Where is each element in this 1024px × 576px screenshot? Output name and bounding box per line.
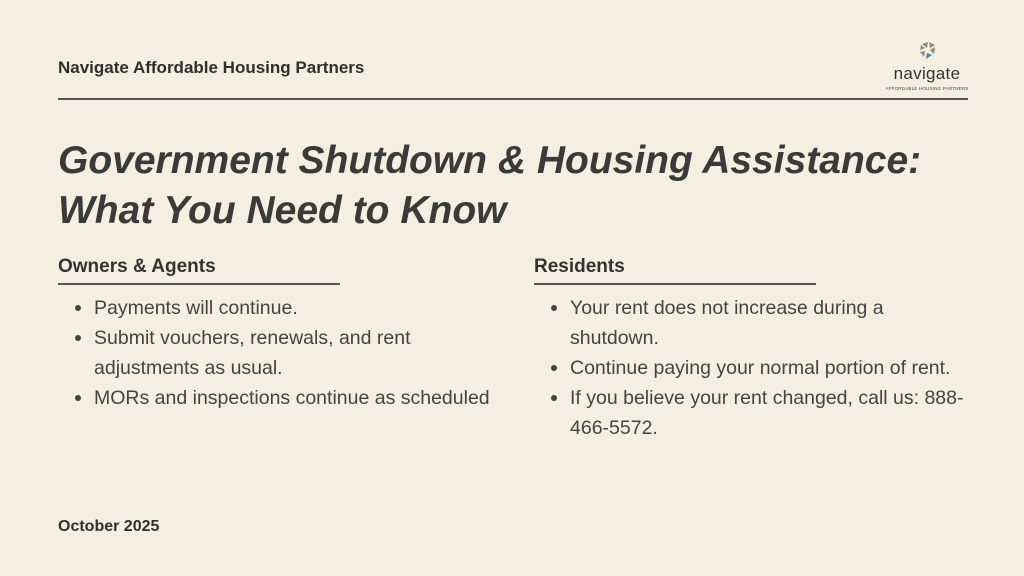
star-logo-icon [920,42,936,60]
logo-wordmark: navigate [893,64,961,83]
list-item: MORs and inspections continue as scheduled [58,383,498,413]
owners-heading: Owners & Agents [58,256,216,277]
publication-date: October 2025 [58,518,160,535]
owners-divider [58,283,340,285]
page-title [58,136,988,236]
list-item: Your rent does not increase during a shutdown. [534,293,974,353]
residents-heading: Residents [534,256,625,277]
residents-section [534,256,974,443]
owners-list [58,293,498,413]
organization-name: Navigate Affordable Housing Partners [58,58,365,77]
residents-divider [534,283,816,285]
title-line-1: Government Shutdown & Housing Assistance: [58,139,922,182]
list-item: If you believe your rent changed, call us: 888-466-5572. [534,383,974,443]
list-item: Continue paying your normal portion of rent. [534,353,974,383]
header-divider [58,98,968,100]
logo-tagline: AFFORDABLE HOUSING PARTNERS [885,86,969,91]
list-item: Submit vouchers, renewals, and rent adjustments as usual. [58,323,498,383]
list-item: Payments will continue. [58,293,498,323]
navigate-logo [884,42,970,98]
title-line-2: What You Need to Know [58,189,507,232]
owners-section [58,256,498,413]
residents-list [534,293,974,443]
